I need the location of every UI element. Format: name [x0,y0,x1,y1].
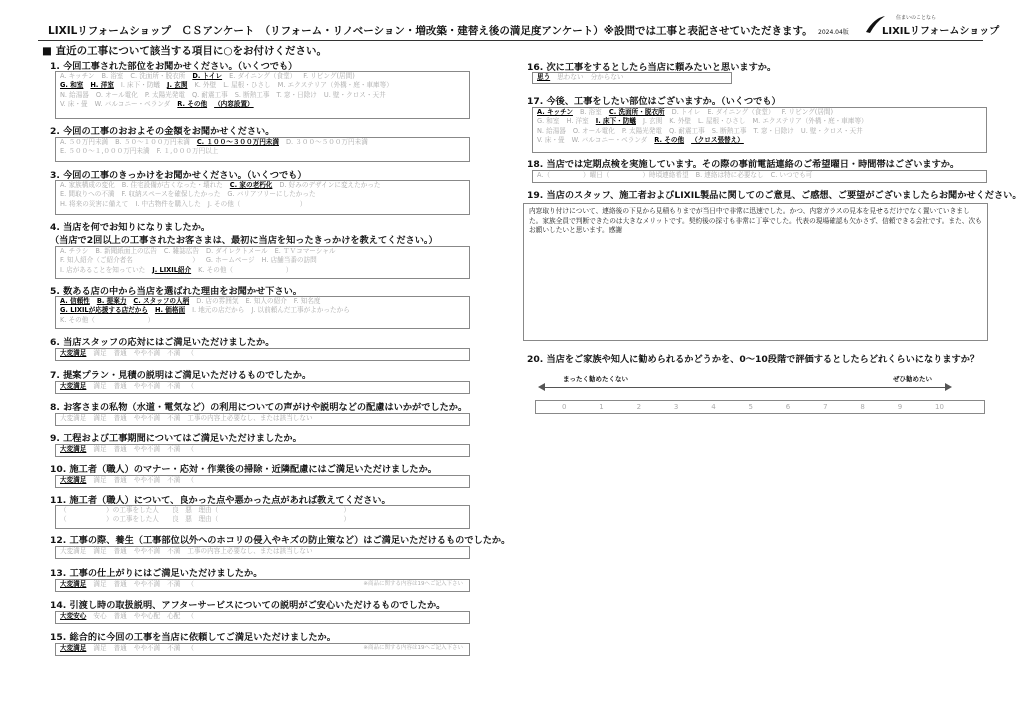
q15-option[interactable]: （ [187,644,194,652]
q1-option[interactable]: I. 床下・防蟻 [120,81,161,90]
q3-row [60,181,465,190]
q1-row [60,100,465,109]
q4-option[interactable]: C. 雑誌広告 [163,247,200,255]
q6-option[interactable]: 普通 [113,349,127,357]
version-label: 2024.04版 [818,29,849,36]
q5-title: 5. 数ある店の中から当店を選ばれた理由をお聞かせ下さい。 [50,286,302,297]
q4-title: 4. 当店を何でお知りになりましたか。 [50,222,211,233]
q17-option[interactable]: （クロス張替え） [691,135,744,144]
q5-option[interactable]: H. 価格面 [154,306,186,315]
q17-option[interactable]: U. 壁・クロス・天井 [800,126,863,135]
q17-option[interactable]: O. オール電化 [572,126,615,135]
q6-title: 6. 当店スタッフの応対にはご満足いただけましたか。 [50,337,275,348]
q13-option[interactable]: やや不満 [133,580,161,588]
q18-option[interactable]: B. 連絡は特に必要なし [695,171,764,179]
q1-option[interactable]: J. 玄関 [167,81,188,90]
q17-option[interactable]: C. 洗面所・脱衣所 [608,108,665,116]
q1-row [60,81,465,90]
q10-option[interactable]: （ [187,476,194,484]
q4-option[interactable]: E. ＴＶコマーシャル [274,247,336,255]
q3-option[interactable]: G. バリアフリーにしたかった [227,190,316,199]
section-heading: ■ 直近の工事について該当する項目に○をお付けください。 [42,45,328,57]
q11-row: （ ）の工事をした人 良 悪 理由（ ） [60,506,351,514]
q17-option[interactable]: R. その他 [654,135,685,144]
scale-left-label: まったく勧めたくない [563,375,628,383]
q5-answer-box [55,296,470,329]
q1-option[interactable]: （内窓設置） [214,99,254,108]
q12-option[interactable]: やや不満 [133,547,161,555]
q1-option[interactable]: R. その他 [177,99,208,108]
q4-option[interactable]: D. ダイレクトメール [206,247,268,255]
q13-answer-box [55,579,470,592]
q1-option[interactable]: L. 屋根・ひさし [223,81,271,90]
q3-option[interactable]: E. 間取りへの不満 [60,190,115,199]
q15-option[interactable]: 不満 [167,644,181,652]
q4-option[interactable]: I. 店があることを知っていた [60,265,146,274]
q3-option[interactable]: A. 家族構成の変化 [60,181,115,189]
q17-option[interactable]: P. 太陽光発電 [621,126,662,135]
q1-option[interactable]: K. 外壁 [194,81,217,90]
q6-row [60,349,465,358]
nps-option-3[interactable]: 3 [673,403,679,411]
q18-title: 18. 当店では定期点検を実施しています。その際の事前電話連絡のご希望曜日・時間帯はございますか。 [527,159,960,170]
q7-option[interactable]: 大変満足 [60,382,87,390]
q7-title: 7. 提案プラン・見積の説明はご満足いただけるものでしたか。 [50,370,312,381]
q3-option[interactable]: H. 将来の災害に備えて [60,199,129,208]
q17-option[interactable]: W. バルコニー・ベランダ [571,135,648,144]
q16-answer-box [532,72,732,84]
q1-row [60,72,465,81]
q1-option[interactable]: E. ダイニング（食堂） [229,72,297,80]
q6-option[interactable]: 大変満足 [60,349,87,357]
q4-option[interactable]: F. 知人紹介（ご紹介者名 ） [60,256,199,265]
q1-option[interactable]: T. 窓・日除け [276,90,317,99]
q7-option[interactable]: 不満 [167,382,181,390]
q17-title: 17. 今後、工事をしたい部位はございますか。（いくつでも） [527,96,781,107]
q4-option[interactable]: K. その他（ ） [198,265,293,274]
q13-option[interactable]: 大変満足 [60,580,87,588]
q2-option[interactable]: C. １００～３００万円未満 [196,138,279,146]
q9-option[interactable]: 満足 [93,445,107,453]
q4b-title: （当店で2回以上の工事されたお客さまは、最初に当店を知ったきっかけを教えてください。） [50,235,438,246]
q1-option[interactable]: U. 壁・クロス・天井 [323,90,386,99]
q17-row [537,117,982,126]
q9-option[interactable]: 普通 [113,445,127,453]
q2-answer-box [55,137,470,162]
q17-option[interactable]: M. エクステリア（外構・庭・車庫等） [752,117,868,126]
q7-answer-box [55,381,470,394]
q3-option[interactable]: I. 中古物件を購入した [135,199,201,208]
q1-answer-box [55,71,470,119]
q3-option[interactable]: F. 収納スペースを確保したかった [121,190,221,199]
q5-row [60,297,465,306]
q14-option[interactable]: （ [187,612,194,620]
q2-option[interactable]: F. １,０００万円以上 [156,147,219,156]
q4-option[interactable]: G. ホームページ [205,256,255,265]
q11-row: （ ）の工事をした人 良 悪 理由（ ） [60,515,351,524]
q8-option[interactable]: 普通 [113,414,127,422]
q5-option[interactable]: G. LIXILが応援する店だから [60,306,148,315]
q11-answer-box [55,505,470,529]
q5-option[interactable]: K. その他（ ） [60,315,155,324]
q14-answer-box [55,611,470,624]
q18-option[interactable]: C. いつでも可 [770,171,813,179]
q3-option[interactable]: D. 好みのデザインに変えたかった [279,181,381,189]
q4-row [60,247,465,256]
q4-option[interactable]: H. 店舗当番の訪問 [261,256,317,265]
q1-row [60,91,465,100]
q17-option[interactable]: T. 窓・日除け [753,126,794,135]
q8-answer-box [55,413,470,426]
nps-option-6[interactable]: 6 [785,403,791,411]
nps-option-5[interactable]: 5 [748,403,753,411]
nps-option-4[interactable]: 4 [711,403,716,411]
q3-option[interactable]: B. 住宅設備が古くなった・壊れた [121,181,223,189]
q2-row [60,138,465,147]
q8-option[interactable]: やや不満 [133,414,161,422]
q7-row [60,382,465,391]
q13-option[interactable]: （ [187,580,194,588]
q15-answer-box [55,643,470,656]
q16-option[interactable]: 分からない [590,73,624,81]
q12-option[interactable]: 不満 [167,547,181,555]
q16-row [537,73,727,82]
q14-option[interactable]: やや心配 [133,612,161,620]
q17-option[interactable]: S. 断熱工事 [711,126,747,135]
q5-option[interactable]: F. 知名度 [293,297,321,305]
q1-option[interactable]: P. 太陽光発電 [144,90,185,99]
q8-option[interactable]: 大変満足 [60,414,87,422]
q1-option[interactable]: M. エクステリア（外構・庭・車庫等） [277,81,393,90]
q3-option[interactable]: J. その他（ ） [207,199,307,208]
q17-option[interactable]: K. 外壁 [669,117,692,126]
q17-row [537,108,982,117]
q12-option[interactable]: 満足 [93,547,107,555]
q17-option[interactable]: J. 玄関 [642,117,663,126]
q15-option[interactable]: 大変満足 [60,644,87,652]
q18-answer-box [532,170,987,183]
q9-option[interactable]: 不満 [167,445,181,453]
q2-option[interactable]: D. ３００～５００万円未満 [285,138,368,146]
q12-option[interactable]: 工事の内容上必要なし、または該当しない [187,547,313,555]
q13-option[interactable]: 不満 [167,580,181,588]
nps-option-2[interactable]: 2 [636,403,642,411]
q1-option[interactable]: C. 洗面所・脱衣所 [130,72,186,80]
q19-answer-box[interactable]: 内窓取り付けについて、連絡後の下見から見積もりまでが当日中で非常に迅速でした。かつ、内窓ガラスの見本を見せるだけでなく置いていきました。家族全員で判断できたのは大きなメリットです。契約後の採寸も非常に丁寧でした。代表の現場確認も欠かさず、信頼できる会社です。また、次もお願いしたいと思います。感謝 [523,203,988,341]
q5-option[interactable]: B. 提案力 [96,297,127,305]
q11-title: 11. 施工者（職人）について、良かった点や悪かった点があれば教えてください。 [50,495,391,506]
lixil-logo [864,14,1000,38]
q10-option[interactable]: 満足 [93,476,107,484]
q7-option[interactable]: 満足 [93,382,107,390]
q15-option[interactable]: 普通 [113,644,127,652]
q17-option[interactable]: G. 和室 [537,117,560,126]
q4-row [60,266,465,275]
q1-option[interactable]: Q. 耐震工事 [191,90,228,99]
q1-option[interactable]: V. 床・畳 [60,99,88,108]
q12-title: 12. 工事の際、養生（工事部位以外へのホコリの侵入やキズの防止策など）はご満足いただけるものでしたか。 [50,535,511,546]
q3-answer-box [55,180,470,215]
q3-row [60,200,465,209]
q10-option[interactable]: 大変満足 [60,476,87,484]
q9-option[interactable]: 大変満足 [60,445,87,453]
q12-row [60,547,465,556]
q4-row [60,256,465,265]
q2-title: 2. 今回の工事のおおよその金額をお聞かせください。 [50,126,275,137]
q12-option[interactable]: 普通 [113,547,127,555]
q17-option[interactable]: F. リビング(居間) [781,108,834,116]
q10-option[interactable]: 不満 [167,476,181,484]
q5-option[interactable]: I. 地元の店だから [192,306,245,315]
q17-option[interactable]: I. 床下・防蟻 [595,117,636,126]
nps-option-10[interactable]: 10 [935,403,944,411]
q14-option[interactable]: 普通 [113,612,127,620]
q6-answer-box [55,348,470,361]
q6-option[interactable]: 不満 [167,349,181,357]
q17-row [537,127,982,136]
q17-option[interactable]: B. 浴室 [579,108,602,116]
q1-option[interactable]: H. 洋室 [90,81,114,90]
q1-option[interactable]: G. 和室 [60,81,84,90]
q16-option[interactable]: 思わない [557,73,584,81]
q1-option[interactable]: A. キッチン [60,72,95,80]
q17-option[interactable]: E. ダイニング（食堂） [707,108,775,116]
q14-row [60,612,465,621]
q13-option[interactable]: 満足 [93,580,107,588]
q9-row [60,445,465,454]
q1-option[interactable]: F. リビング(居間) [303,72,355,80]
q13-note: ※商品に関する内容は19へご記入下さい [363,581,463,587]
q17-option[interactable]: A. キッチン [537,108,573,116]
q15-option[interactable]: 満足 [93,644,107,652]
q3-title: 3. 今回の工事のきっかけをお聞かせください。（いくつでも） [50,170,307,181]
q17-option[interactable]: H. 洋室 [566,117,589,126]
nps-option-0[interactable]: 0 [562,403,567,411]
q16-title: 16. 次に工事をするとしたら当店に頼みたいと思いますか。 [527,62,777,73]
q9-option[interactable]: （ [187,445,194,453]
q9-option[interactable]: やや不満 [133,445,161,453]
q3-option[interactable]: C. 家の老朽化 [229,181,273,189]
q17-option[interactable]: V. 床・畳 [537,135,565,144]
q10-option[interactable]: やや不満 [133,476,161,484]
q7-option[interactable]: （ [187,382,194,390]
q5-option[interactable]: C. スタッフの人柄 [133,297,190,305]
nps-scale[interactable] [535,400,985,414]
q18-row [537,171,982,180]
nps-option-7[interactable]: 7 [823,403,828,411]
q5-row [60,316,465,325]
logo-name: LIXILリフォームショップ [882,26,1000,37]
survey-title: LIXILリフォームショップ ＣＳアンケート （リフォーム・リノベーション・増改築・建替え後の満足度アンケート）※設問では工事と表記させていただきます。 [48,25,813,37]
q4-option[interactable]: B. 新聞紙面上の広告 [95,247,157,255]
q12-answer-box [55,546,470,559]
q10-title: 10. 施工者（職人）のマナー・応対・作業後の掃除・近隣配慮にはご満足いただけましたか。 [50,464,437,475]
q5-option[interactable]: D. 店の雰囲気 [196,297,239,305]
q10-answer-box [55,475,470,488]
q1-option[interactable]: B. 浴室 [101,72,124,80]
q8-option[interactable]: 不満 [167,414,181,422]
scale-line [540,387,950,388]
q4-answer-box [55,246,470,279]
q5-option[interactable]: A. 信頼性 [60,297,90,305]
logo-tagline: 住まいのことなら [896,15,937,21]
q1-title: 1. 今回工事された部位をお聞かせください。（いくつでも） [50,61,298,72]
nps-option-9[interactable]: 9 [897,403,903,411]
arrow-right-icon [945,383,952,391]
q6-option[interactable]: 満足 [93,349,107,357]
q10-option[interactable]: 普通 [113,476,127,484]
q8-row [60,414,465,423]
q5-row [60,306,465,315]
q15-option[interactable]: やや不満 [133,644,161,652]
q17-option[interactable]: D. トイレ [671,108,701,116]
q17-option[interactable]: Q. 耐震工事 [668,126,705,135]
q16-option[interactable]: 思う [537,73,551,81]
q13-option[interactable]: 普通 [113,580,127,588]
q15-note: ※商品に関する内容は19へご記入下さい [363,645,463,651]
q3-row [60,190,465,199]
q20-title: 20. 当店をご家族や知人に勧められるかどうかを、0～10段階で評価するとしたらどれくらいになりますか？ [527,354,980,365]
q7-option[interactable]: やや不満 [133,382,161,390]
q1-option[interactable]: O. オール電化 [95,90,138,99]
q7-option[interactable]: 普通 [113,382,127,390]
q2-option[interactable]: A. ５０万円未満 [60,138,109,146]
q17-option[interactable]: L. 屋根・ひさし [698,117,746,126]
q8-option[interactable]: 工事の内容上必要なし、または該当しない [187,414,313,422]
q1-option[interactable]: N. 給湯器 [60,90,89,99]
q8-option[interactable]: 満足 [93,414,107,422]
q14-option[interactable]: 安心 [93,612,107,620]
header-bar [38,22,983,41]
q2-option[interactable]: B. ５０～１００万円未満 [115,138,190,146]
q5-option[interactable]: J. 以前頼んだ工事がよかったから [251,306,350,315]
scale-right-label: ぜひ勧めたい [893,375,932,383]
q12-option[interactable]: 大変満足 [60,547,87,555]
nps-option-8[interactable]: 8 [860,403,865,411]
q6-option[interactable]: やや不満 [133,349,161,357]
q17-row [537,136,982,145]
q14-option[interactable]: 大変安心 [60,612,87,620]
q4-option[interactable]: J. LIXIL紹介 [152,265,192,274]
q10-row [60,476,465,485]
q9-title: 9. 工程および工事期間についてはご満足いただけましたか。 [50,433,302,444]
q4-option[interactable]: A. チラシ [60,247,89,255]
q14-option[interactable]: 心配 [167,612,181,620]
q1-option[interactable]: S. 断熱工事 [234,90,270,99]
q15-title: 15. 総合的に今回の工事を当店に依頼してご満足いただけましたか。 [50,632,336,643]
q8-title: 8. お客さまの私物（水道・電気など）の利用についての声がけや説明などの配慮はいかがでしたか。 [50,402,468,413]
q2-row [60,147,465,156]
q5-option[interactable]: E. 知人の紹介 [245,297,287,305]
q17-option[interactable]: N. 給湯器 [537,126,566,135]
q1-option[interactable]: D. トイレ [192,72,223,80]
q9-answer-box [55,444,470,457]
q1-option[interactable]: W. バルコニー・ベランダ [94,99,171,108]
q17-answer-box [532,107,987,153]
q6-option[interactable]: （ [187,349,194,357]
q19-title: 19. 当店のスタッフ、施工者およびLIXIL製品に関してのご意見、ご感想、ご要望がございましたらお聞かせください。 [527,190,1022,201]
q13-title: 13. 工事の仕上がりにはご満足いただけましたか。 [50,568,263,579]
q14-title: 14. 引渡し時の取扱説明、アフターサービスについての説明がご安心いただけるものでしたか。 [50,600,446,611]
nps-option-1[interactable]: 1 [599,403,604,411]
q2-option[interactable]: E. ５００～１,０００万円未満 [60,147,150,156]
q18-option[interactable]: A.（ ）曜日（ ）時頃連絡希望 [537,171,689,179]
